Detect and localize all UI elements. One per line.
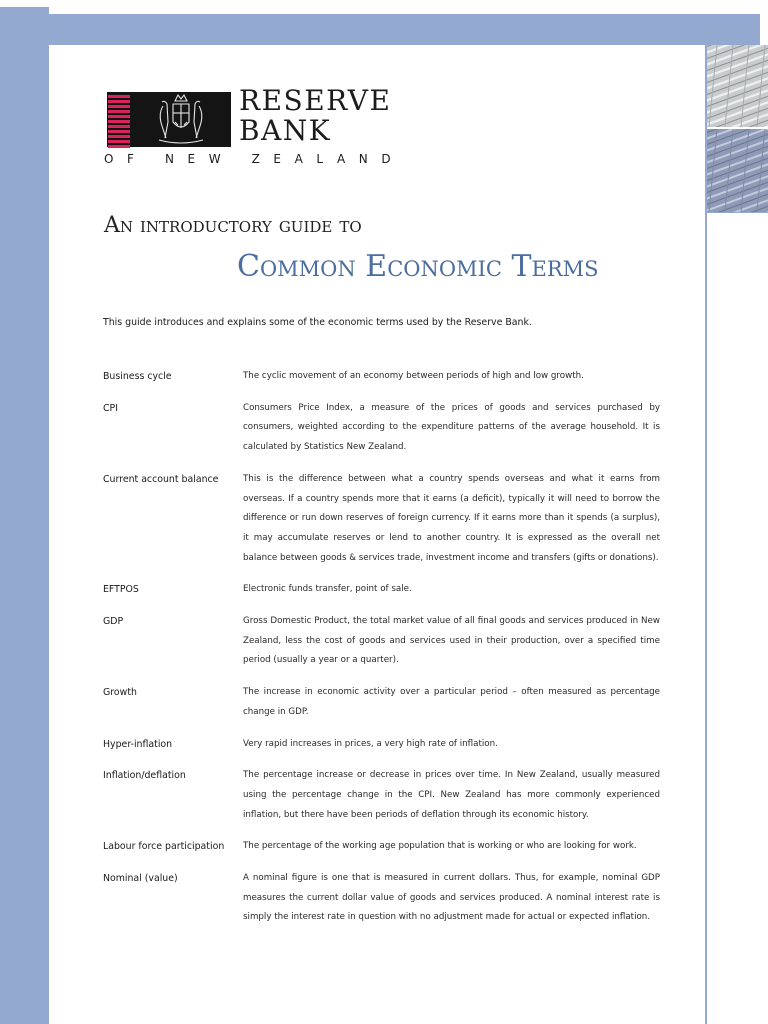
- left-border-bar: [0, 0, 49, 1024]
- glossary-definition: This is the difference between what a country spends overseas and what it earns from overseas. If a country spends more that it earns (a deficit), typically it will need to borrow the difference or run down reserves of foreign currency. If it earns more than it spends (a surplus), it may accumulate reserves or lend to another country. It is expressed as the overall net balance between goods & services trade, investment income and transfers (gifts or donations).: [243, 473, 660, 563]
- glossary-entry: [103, 612, 660, 671]
- logo-emblem-box: [107, 92, 231, 147]
- glossary-term: Nominal (value): [103, 873, 178, 885]
- glossary-entry: [103, 399, 660, 458]
- glossary-definition: The cyclic movement of an economy between periods of high and low growth.: [243, 371, 584, 381]
- glossary-definition: Gross Domestic Product, the total market value of all final goods and services produced in New Zealand, less the cost of goods and services used in their production, over a specified time period (usually a year or a quarter).: [243, 616, 660, 666]
- glossary-entry: [103, 869, 660, 928]
- glossary-term: Business cycle: [103, 371, 172, 382]
- logo-subtitle: OF NEW ZEALAND: [104, 152, 405, 166]
- glossary-definition: The increase in economic activity over a particular period – often measured as percentage change in GDP.: [243, 687, 660, 717]
- glossary-entry: [103, 470, 660, 569]
- title-intro: An introductory guide to: [104, 213, 362, 238]
- glossary-entry: [103, 367, 660, 387]
- logo-red-stripes: [108, 95, 130, 148]
- coat-of-arms-icon: [149, 92, 213, 147]
- glossary-term: EFTPOS: [103, 584, 139, 596]
- right-border-divider: [705, 212, 768, 213]
- glossary-entry: [103, 766, 660, 825]
- glossary-definition: Consumers Price Index, a measure of the prices of goods and services purchased by consumers, weighted according to the expenditure patterns of the average household. It is calculated by Statistics New Zealand.: [243, 402, 660, 453]
- glossary-definition: The percentage increase or decrease in prices over time. In New Zealand, usually measured using the percentage change in the CPI. New Zealand has more commonly experienced inflation, but there have been periods of deflation through its economic history.: [243, 770, 660, 820]
- top-border-bar: [49, 14, 760, 45]
- glossary-definition: Electronic funds transfer, point of sale.: [243, 584, 412, 595]
- glossary-entry: [103, 580, 660, 600]
- glossary-definition: Very rapid increases in prices, a very high rate of inflation.: [243, 738, 498, 749]
- logo-name-line1: RESERVE: [239, 84, 392, 117]
- reserve-bank-logo: [104, 84, 407, 170]
- left-border-cap: [0, 0, 49, 7]
- glossary-term: Current account balance: [103, 473, 219, 485]
- glossary-term: GDP: [103, 616, 124, 628]
- glossary-term: Growth: [103, 687, 137, 699]
- glossary-entry: [103, 735, 660, 755]
- building-photo-top: [707, 45, 768, 127]
- logo-wordmark: [239, 86, 391, 146]
- logo-name-line2: BANK: [239, 114, 332, 147]
- lead-paragraph: This guide introduces and explains some of the economic terms used by the Reserve Bank.: [103, 317, 532, 328]
- glossary-term: Hyper-inflation: [103, 738, 173, 750]
- glossary-term: Labour force participation: [103, 841, 225, 853]
- glossary-term: CPI: [103, 402, 118, 414]
- glossary-term: Inflation/deflation: [103, 770, 186, 782]
- page-title: Common Economic Terms: [237, 249, 599, 284]
- building-photo-bottom: [707, 129, 768, 212]
- glossary-definition: The percentage of the working age population that is working or who are looking for work.: [243, 841, 637, 852]
- glossary-definition: A nominal figure is one that is measured in current dollars. Thus, for example, nominal GDP measures the current dollar value of goods and services produced. A nominal interest rate is simply the interest rate in question with no adjustment made for actual or expected inflation.: [243, 873, 660, 923]
- glossary-list: [103, 367, 660, 940]
- glossary-entry: [103, 683, 660, 722]
- glossary-entry: [103, 837, 660, 857]
